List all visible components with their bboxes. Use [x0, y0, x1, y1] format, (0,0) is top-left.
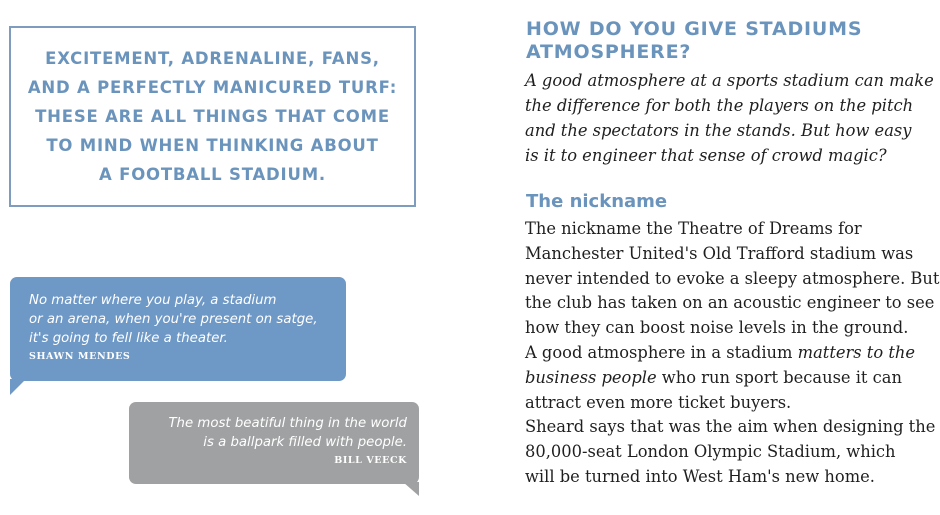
section-subheading: The nickname — [526, 191, 668, 212]
quote-bubble-veeck — [129, 402, 419, 484]
intro-line: and the spectators in the stands. But how easy — [525, 121, 912, 140]
bubble-tail — [403, 482, 419, 496]
quote-bubble-mendes — [10, 277, 346, 381]
body-line — [525, 341, 937, 366]
article-body — [525, 217, 940, 490]
quote-author: BILL VEECK — [334, 455, 407, 466]
pull-quote-line: EXCITEMENT, ADRENALINE, FANS, — [45, 49, 380, 68]
pull-quote-line: THESE ARE ALL THINGS THAT COME — [35, 107, 390, 126]
body-line: the club has taken on an acoustic engineer to see — [525, 293, 935, 313]
pull-quote-box — [9, 26, 416, 207]
article-intro — [525, 68, 935, 168]
pull-quote-line: TO MIND WHEN THINKING ABOUT — [46, 136, 379, 155]
pull-quote-line: A FOOTBALL STADIUM. — [99, 165, 326, 184]
body-line: attract even more ticket buyers. — [525, 392, 792, 412]
body-text-fragment: who run sport because it can — [656, 367, 902, 387]
quote-author: SHAWN MENDES — [29, 351, 131, 362]
quote-line: it's going to fell like a theater. — [29, 331, 228, 346]
article-heading — [526, 18, 906, 64]
body-text-fragment: A good atmosphere in a stadium — [525, 342, 798, 362]
body-emphasis: business people — [525, 367, 657, 387]
quote-line: is a ballpark filled with people. — [203, 435, 407, 450]
heading-line: HOW DO YOU GIVE STADIUMS — [526, 18, 863, 40]
body-line: how they can boost noise levels in the ground. — [525, 318, 909, 338]
quote-line: The most beatiful thing in the world — [168, 416, 407, 431]
pull-quote-line: AND A PERFECTLY MANICURED TURF: — [27, 78, 398, 97]
body-line — [525, 366, 937, 391]
intro-line: the difference for both the players on the pitch — [525, 96, 914, 115]
body-line: Manchester United's Old Trafford stadium was — [525, 243, 914, 263]
body-emphasis: matters to the — [797, 342, 915, 362]
pull-quote-text — [28, 44, 398, 189]
quote-line: or an arena, when you're present on satge, — [29, 312, 318, 327]
intro-line: is it to engineer that sense of crowd magic? — [525, 146, 887, 165]
body-line: The nickname the Theatre of Dreams for — [525, 219, 862, 238]
heading-line: ATMOSPHERE? — [526, 41, 692, 63]
body-line: will be turned into West Ham's new home. — [525, 466, 875, 486]
body-line: Sheard says that was the aim when designing the — [525, 417, 936, 437]
body-line: 80,000-seat London Olympic Stadium, which — [525, 442, 896, 462]
quote-line: No matter where you play, a stadium — [29, 293, 277, 308]
intro-line: A good atmosphere at a sports stadium can make — [525, 71, 934, 90]
body-line: never intended to evoke a sleepy atmosphere. But — [525, 268, 940, 288]
bubble-tail — [10, 379, 26, 395]
